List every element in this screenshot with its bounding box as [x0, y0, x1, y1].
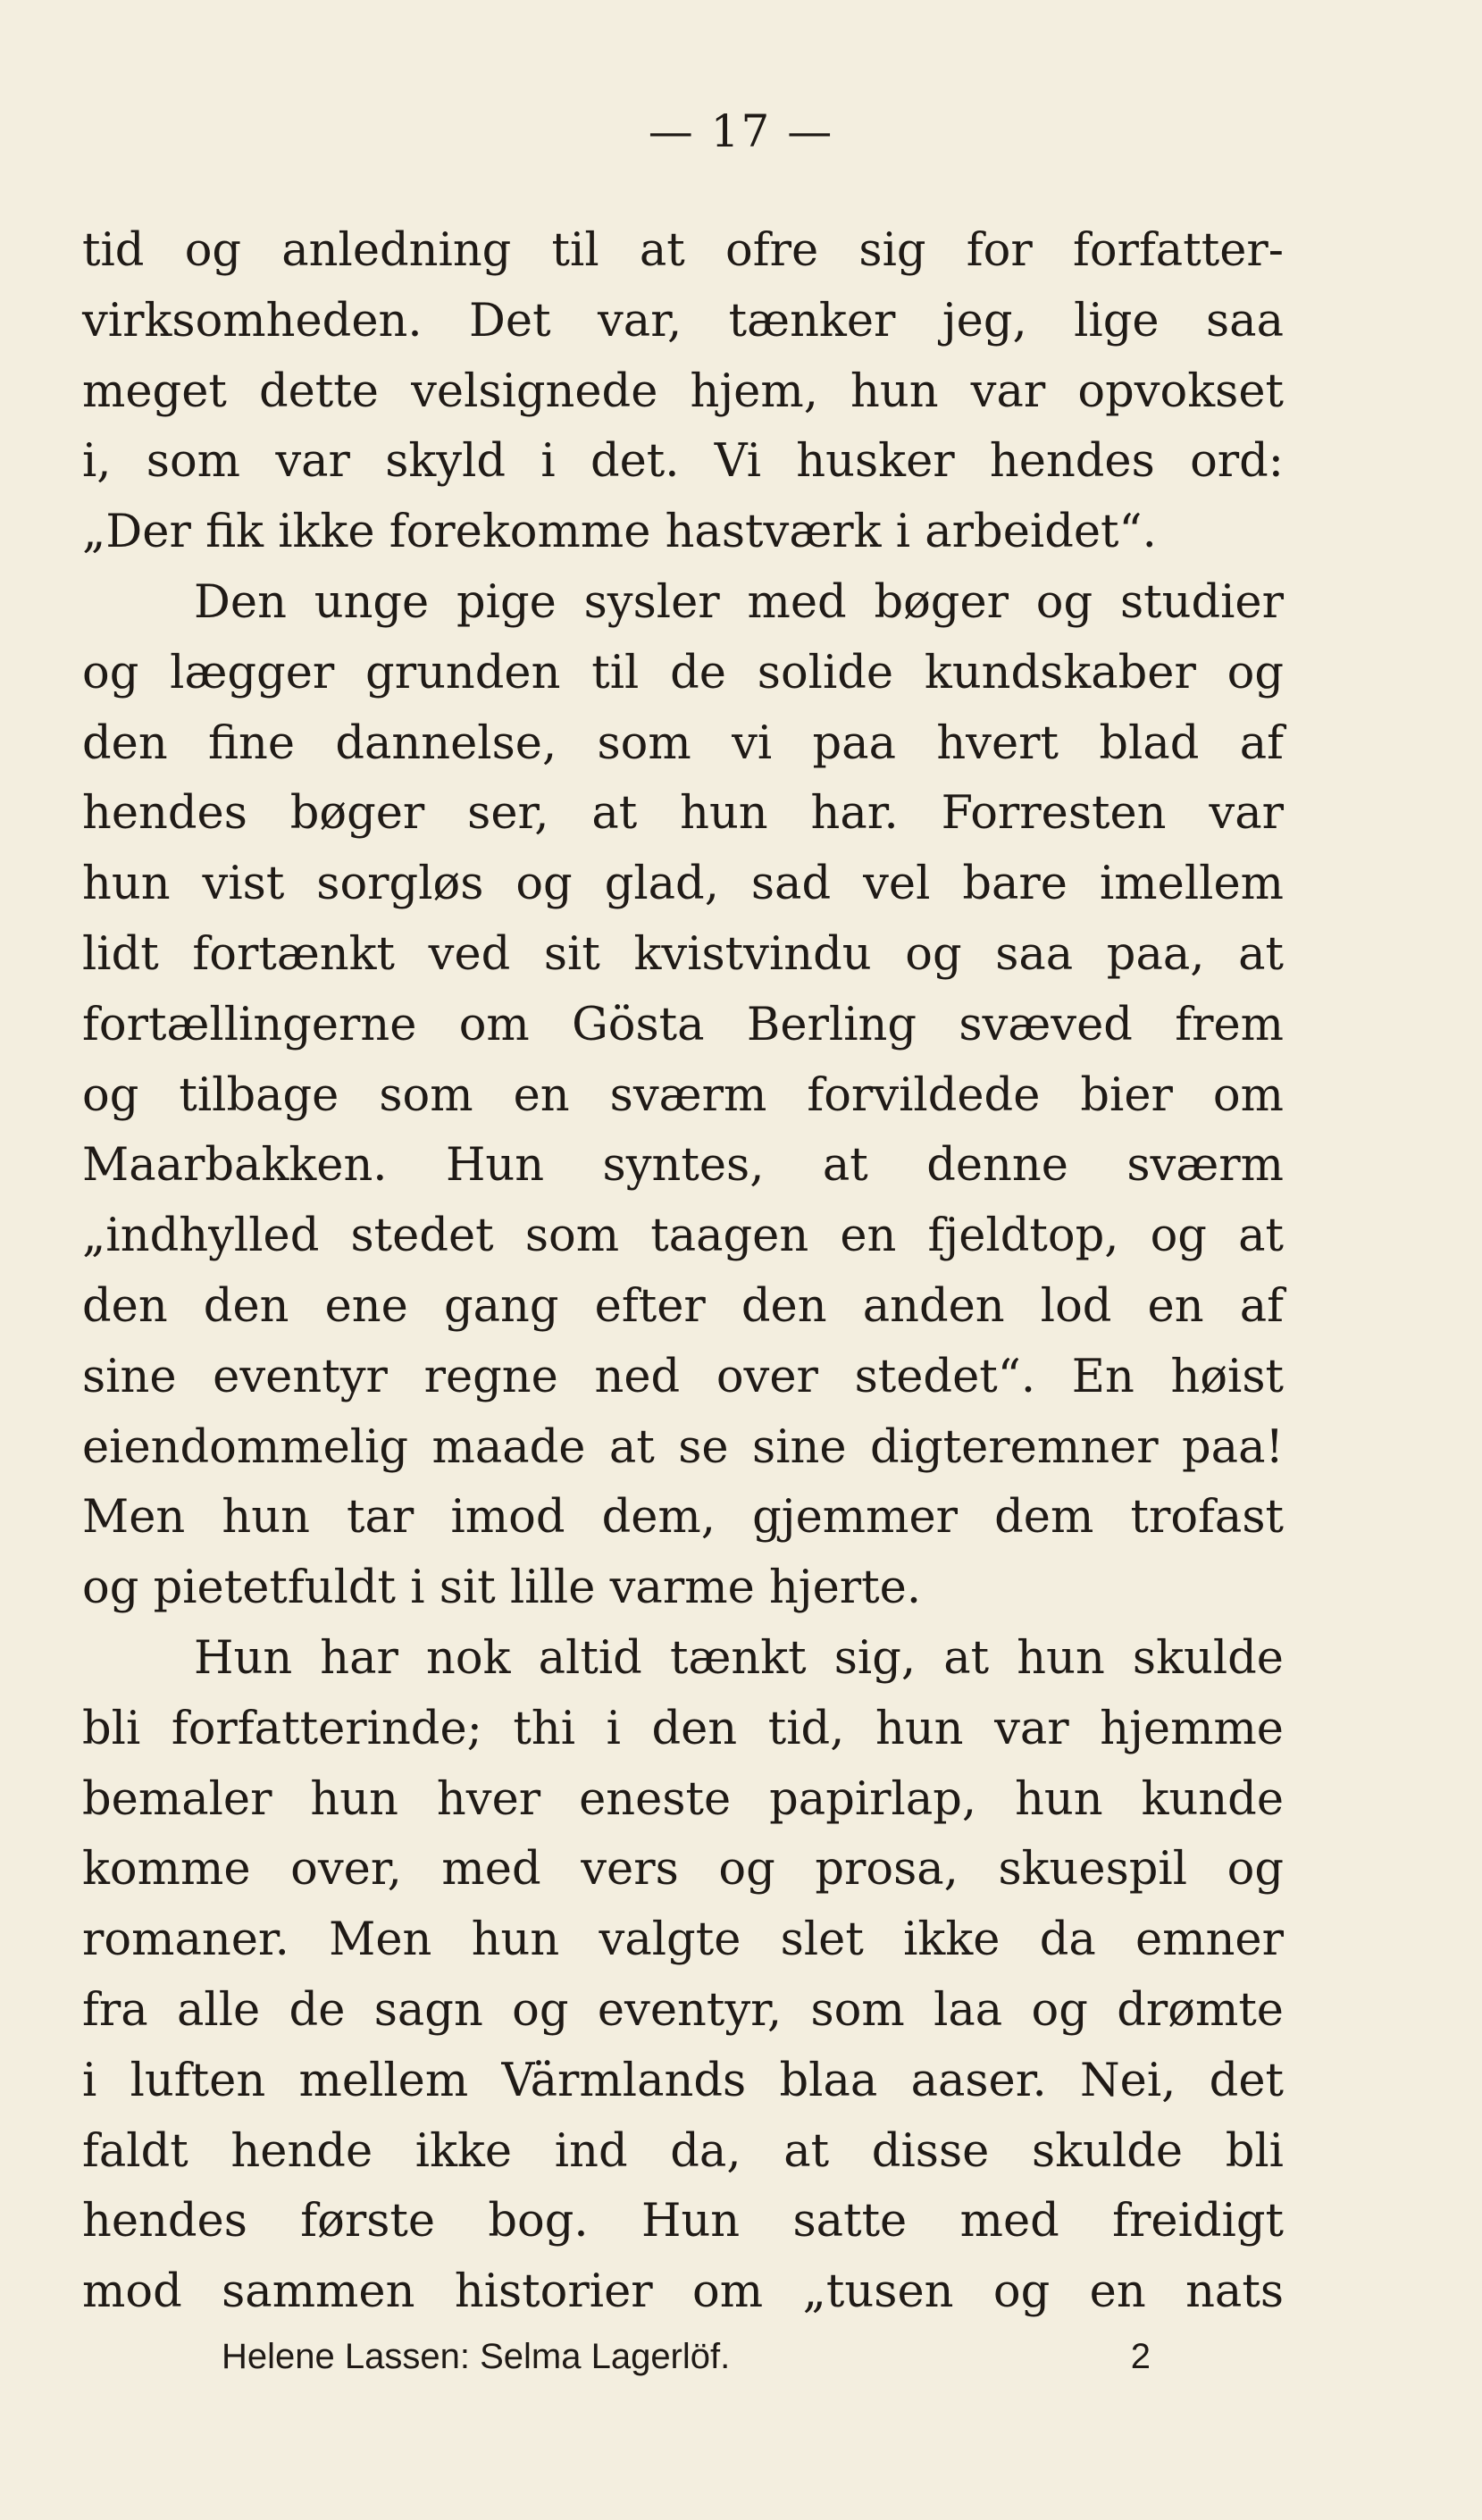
text-line: og pietetfuldt i sit lille varme hjerte. — [82, 1561, 922, 1615]
page-footer — [222, 2337, 1151, 2377]
footer-sheet-number: 2 — [1130, 2337, 1151, 2376]
paragraph — [82, 568, 1284, 1624]
text-line: meget dette velsignede hjem, hun var opvokset — [82, 364, 1284, 418]
text-line: og lægger grunden til de solide kundskaber og — [82, 646, 1284, 699]
text-line: hendes første bog. Hun satte med freidigt — [82, 2195, 1284, 2248]
text-line: i, som var skyld i det. Vi husker hendes ord: — [82, 435, 1284, 489]
body-text — [82, 216, 1284, 2328]
text-line: i luften mellem Värmlands blaa aaser. Nei, det — [82, 2054, 1284, 2107]
text-line: faldt hende ikke ind da, at disse skulde bli — [82, 2124, 1284, 2178]
text-line: komme over, med vers og prosa, skuespil og — [82, 1843, 1284, 1896]
text-line: bemaler hun hver eneste papirlap, hun kunde — [82, 1772, 1284, 1826]
footer-signature: Helene Lassen: Selma Lagerlöf. — [222, 2337, 731, 2376]
text-line: lidt fortænkt ved sit kvistvindu og saa paa, at — [82, 927, 1284, 981]
text-line: mod sammen historier om „tusen og en nats — [82, 2265, 1284, 2319]
text-line: sine eventyr regne ned over stedet“. En høist — [82, 1350, 1284, 1403]
text-line: eiendommelig maade at se sine digteremner paa! — [82, 1420, 1284, 1474]
text-line: bli forfatterinde; thi i den tid, hun var hjemme — [82, 1702, 1284, 1755]
text-line: Maarbakken. Hun syntes, at denne sværm — [82, 1139, 1284, 1193]
text-line: Hun har nok altid tænkt sig, at hun skulde — [194, 1631, 1284, 1685]
text-line: den fine dannelse, som vi paa hvert blad af — [82, 716, 1284, 770]
text-line: fortællingerne om Gösta Berling svæved frem — [82, 998, 1284, 1051]
text-line: Men hun tar imod dem, gjemmer dem trofast — [82, 1491, 1284, 1545]
paragraph — [82, 1624, 1284, 2328]
page-number: — 17 — — [648, 105, 834, 157]
text-line: den den ene gang efter den anden lod en af — [82, 1279, 1284, 1333]
text-line: fra alle de sagn og eventyr, som laa og drømte — [82, 1983, 1284, 2037]
paragraph — [82, 216, 1284, 568]
text-line: og tilbage som en sværm forvildede bier om — [82, 1068, 1284, 1122]
text-line: virksomheden. Det var, tænker jeg, lige saa — [82, 294, 1284, 347]
text-line: „Der fik ikke forekomme hastværk i arbeidet“. — [82, 506, 1157, 559]
text-line: romaner. Men hun valgte slet ikke da emner — [82, 1913, 1284, 1967]
text-line: „indhylled stedet som taagen en fjeldtop, og at — [82, 1210, 1284, 1263]
text-line: Den unge pige sysler med bøger og studier — [194, 575, 1284, 629]
text-line: hun vist sorgløs og glad, sad vel bare imellem — [82, 858, 1284, 911]
text-line: hendes bøger ser, at hun har. Forresten var — [82, 787, 1284, 841]
text-line: tid og anledning til at ofre sig for forfatter- — [82, 224, 1284, 277]
